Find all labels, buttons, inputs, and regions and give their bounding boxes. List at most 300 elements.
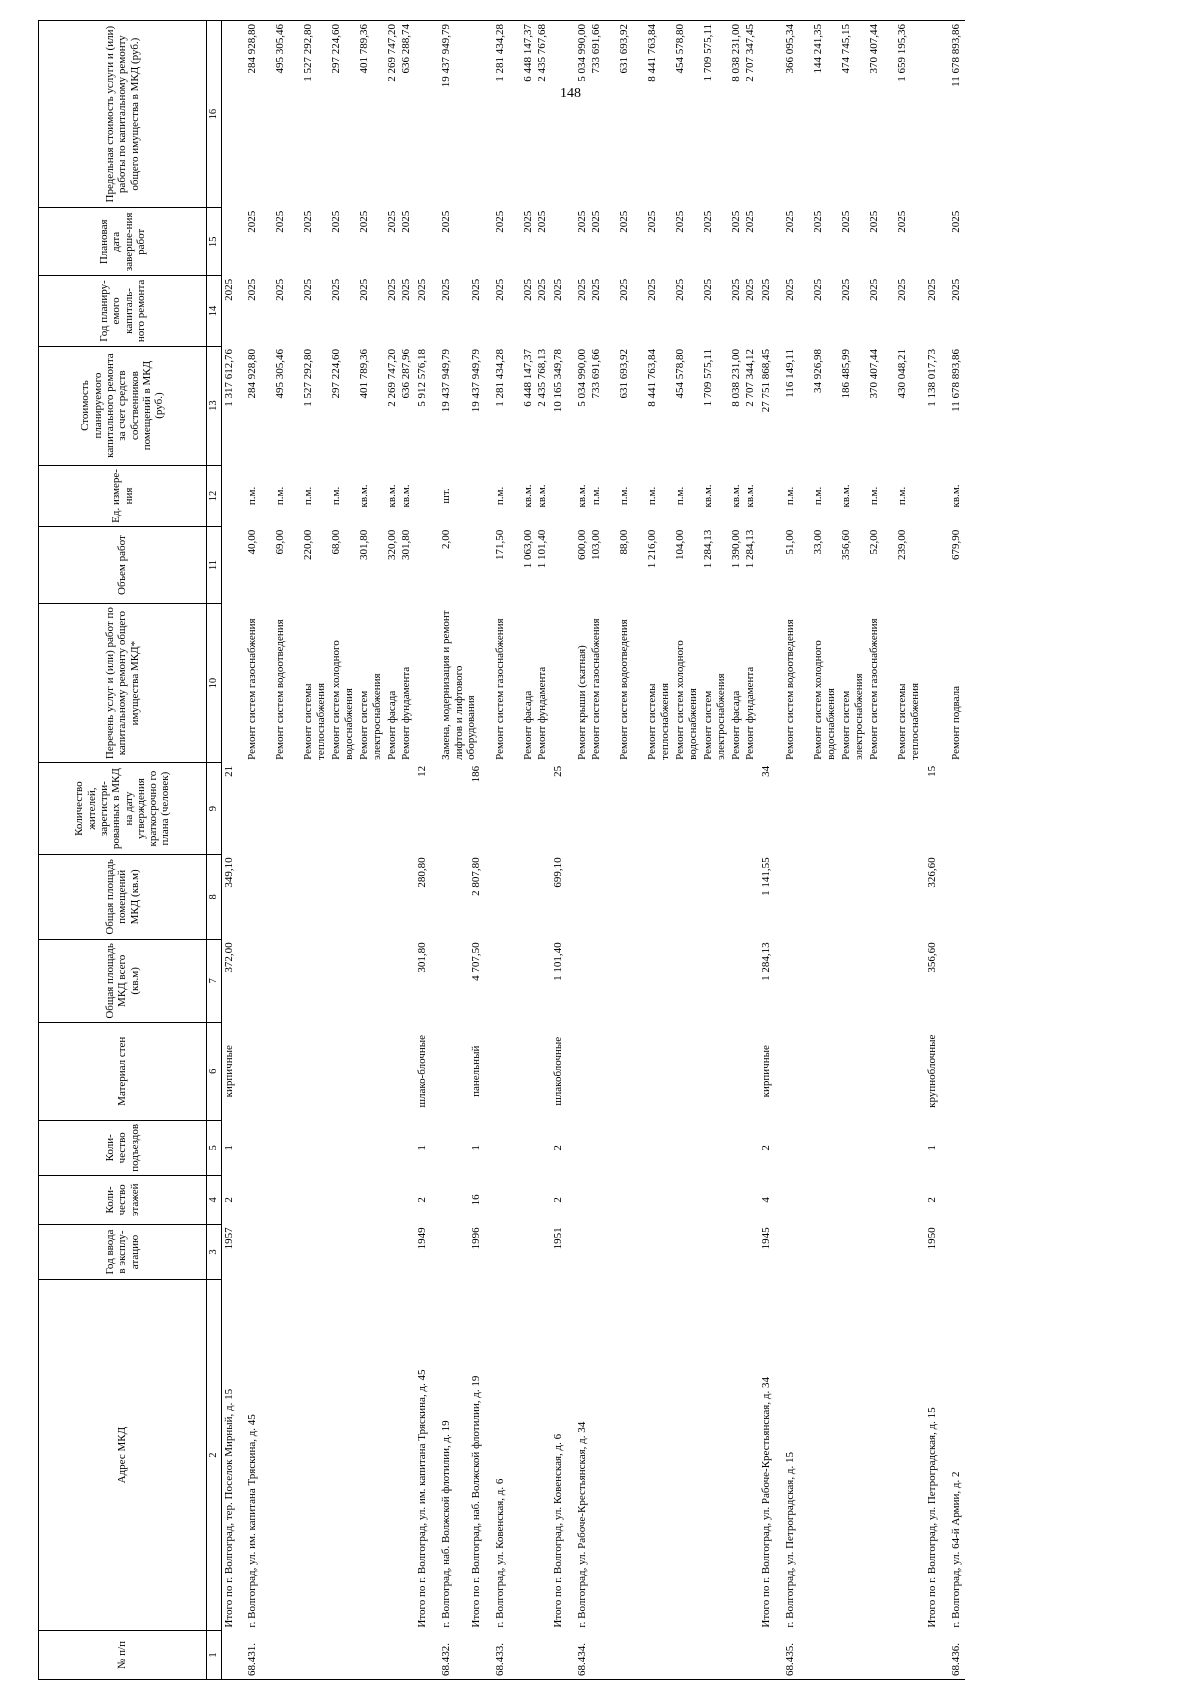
unit-cell: [551, 465, 575, 527]
work-limit-cost: 401 789,36: [358, 24, 371, 74]
repair-year: 2025: [416, 278, 429, 301]
empty-cell: [575, 1022, 759, 1120]
page-number: 148: [560, 86, 581, 101]
house-row: [439, 21, 469, 1680]
work-name-list: [783, 603, 925, 763]
work-completion-list: [245, 208, 415, 276]
works-cell: [759, 603, 783, 763]
commission-year: 1950: [926, 1227, 939, 1250]
house-address: г. Волгоград, ул. Петроградская, д. 15: [784, 1452, 797, 1628]
empty-cell: [245, 763, 415, 854]
work-completion: 2025: [950, 210, 963, 233]
work-year: 2025: [950, 278, 963, 301]
premises-area: 699,10: [552, 857, 565, 888]
work-volume: 301,80: [358, 529, 371, 561]
total-address: Итого по г. Волгоград, тер. Поселок Мирный, д. 15: [221, 1280, 245, 1631]
work-limit-cost-list: [575, 21, 759, 208]
header-residents: Количество жителей, зарегистри-рованных в МКД на дату утверждения краткосрочно го плана (человек): [39, 763, 207, 854]
work-cost: 8 038 231,00: [730, 349, 743, 407]
column-number: 5: [207, 1120, 222, 1175]
work-unit: п.м.: [246, 486, 259, 506]
work-completion: 2025: [674, 210, 687, 233]
work-name: Ремонт систем водоотведения: [274, 619, 287, 760]
work-limit-cost: 1 281 434,28: [494, 24, 507, 82]
work-name: Ремонт фундамента: [744, 666, 757, 760]
work-name: Ремонт систем холодного водоснабжения: [812, 640, 837, 760]
work-year: 2025: [274, 278, 287, 301]
empty-cell: [439, 1022, 469, 1120]
empty-cell: [783, 1175, 925, 1224]
house-address: г. Волгоград, ул. Рабоче-Крестьянская, д. 34: [576, 1421, 589, 1628]
empty-cell: [575, 1175, 759, 1224]
work-cost: 11 678 893,86: [950, 349, 963, 412]
house-address: г. Волгоград, ул. Ковенская, д. 6: [494, 1478, 507, 1628]
works-cell: [415, 603, 439, 763]
work-cost-list: [493, 346, 551, 465]
work-limit-cost: 636 288,74: [400, 24, 413, 74]
empty-cell: [949, 1224, 965, 1279]
work-limit-cost: 6 448 147,37: [522, 24, 535, 82]
work-limit-cost: 144 241,35: [812, 24, 825, 74]
column-number: 8: [207, 854, 222, 939]
floors-count: 16: [470, 1194, 483, 1206]
empty-cell: [949, 1175, 965, 1224]
work-limit-cost: 495 305,46: [274, 24, 287, 74]
work-completion: 2025: [522, 210, 535, 233]
work-volume: 52,00: [868, 529, 881, 555]
work-year: 2025: [400, 278, 413, 301]
empty-cell: [575, 763, 759, 854]
work-limit-cost: 474 745,15: [840, 24, 853, 74]
empty-cell: [493, 1022, 551, 1120]
empty-cell: [245, 939, 415, 1022]
work-unit: кв.м.: [576, 484, 589, 508]
work-year: 2025: [302, 278, 315, 301]
header-no: № п/п: [39, 1631, 207, 1680]
total-cost: 10 165 349,78: [552, 349, 565, 413]
residents-count: 25: [552, 765, 565, 777]
entrances-count: 1: [470, 1145, 483, 1151]
empty-cell: [783, 1224, 925, 1279]
work-limit-cost-list: [493, 21, 551, 208]
completion-cell: [415, 208, 439, 276]
work-unit-list: [493, 465, 551, 527]
work-completion: 2025: [440, 210, 453, 233]
house-row: [783, 21, 925, 1680]
work-name: Ремонт систем электроснабжения: [840, 673, 865, 760]
work-cost: 636 287,96: [400, 349, 413, 399]
work-volume: 33,00: [812, 529, 825, 555]
wall-material: шлако-блочные: [416, 1034, 429, 1108]
total-area: 1 284,13: [760, 942, 773, 981]
work-volume-list: [493, 527, 551, 604]
column-number: 2: [207, 1280, 222, 1631]
column-number: 9: [207, 763, 222, 854]
work-year: 2025: [386, 278, 399, 301]
work-completion: 2025: [274, 210, 287, 233]
work-year: 2025: [896, 278, 909, 301]
column-numbers-row: [207, 21, 222, 1680]
premises-area: 2 807,80: [470, 857, 483, 896]
work-limit-cost: 8 038 231,00: [730, 24, 743, 82]
column-number: 12: [207, 465, 222, 527]
commission-year: 1949: [416, 1227, 429, 1250]
work-limit-cost: 370 407,44: [868, 24, 881, 74]
column-number: 15: [207, 208, 222, 276]
work-year-list: [245, 276, 415, 346]
header-volume: Объем работ: [39, 527, 207, 604]
work-name: Ремонт фундамента: [536, 666, 549, 760]
volume-cell: [221, 527, 245, 604]
empty-cell: [783, 854, 925, 939]
wall-material: крупноблочные: [926, 1034, 939, 1108]
work-completion: 2025: [784, 210, 797, 233]
work-completion: 2025: [246, 210, 259, 233]
empty-cell: [949, 763, 965, 854]
house-row: [493, 21, 551, 1680]
work-completion: 2025: [896, 210, 909, 233]
limit-cell: [469, 21, 493, 208]
work-volume: 171,50: [494, 529, 507, 561]
work-unit-list: [783, 465, 925, 527]
work-limit-cost: 1 709 575,11: [702, 24, 715, 82]
work-unit: п.м.: [494, 486, 507, 506]
work-year: 2025: [536, 278, 549, 301]
work-year: 2025: [522, 278, 535, 301]
work-name: Ремонт систем водоотведения: [618, 619, 631, 760]
work-unit: п.м.: [784, 486, 797, 506]
work-completion: 2025: [730, 210, 743, 233]
work-limit-cost-list: [245, 21, 415, 208]
work-cost: 116 149,11: [784, 349, 797, 398]
work-name-list: [439, 603, 477, 763]
work-year: 2025: [618, 278, 631, 301]
work-cost: 733 691,66: [590, 349, 603, 399]
work-unit-list: [439, 465, 469, 527]
work-name: Ремонт системы теплоснабжения: [646, 682, 671, 760]
work-year: 2025: [494, 278, 507, 301]
work-completion: 2025: [386, 210, 399, 233]
work-volume: 1 216,00: [646, 529, 659, 569]
empty-cell: [439, 1175, 469, 1224]
header-wall-material: Материал стен: [39, 1022, 207, 1120]
capital-repair-table: [38, 20, 965, 1680]
floors-count: 2: [416, 1197, 429, 1203]
house-row: [949, 21, 965, 1680]
floors-count: 2: [221, 1175, 245, 1224]
work-unit: кв.м.: [386, 484, 399, 508]
work-cost: 2 707 344,12: [744, 349, 757, 407]
total-row: [925, 21, 949, 1680]
work-completion-list: [783, 208, 925, 276]
column-number: 1: [207, 1631, 222, 1680]
work-cost: 1 527 292,80: [302, 349, 315, 407]
work-limit-cost-list: [439, 21, 469, 208]
work-cost: 6 448 147,37: [522, 349, 535, 407]
work-volume: 1 284,13: [744, 529, 757, 569]
repair-year: 2025: [760, 278, 773, 301]
empty-cell: [783, 1120, 925, 1175]
work-unit: кв.м.: [522, 484, 535, 508]
empty-cell: [439, 1224, 469, 1279]
residents-count: 15: [926, 765, 939, 777]
work-name: Ремонт фундамента: [400, 666, 413, 760]
work-limit-cost: 297 224,60: [330, 24, 343, 74]
column-number: 6: [207, 1022, 222, 1120]
total-address: Итого по г. Волгоград, ул. Петроградская, д. 15: [926, 1407, 939, 1628]
row-number-cell: [415, 1631, 439, 1680]
work-limit-cost: 19 437 949,79: [440, 24, 453, 88]
work-limit-cost: 284 928,80: [246, 24, 259, 74]
empty-cell: [783, 763, 925, 854]
work-volume: 356,60: [840, 529, 853, 561]
work-cost: 8 441 763,84: [646, 349, 659, 407]
work-volume: 68,00: [330, 529, 343, 555]
column-number: 3: [207, 1224, 222, 1279]
work-cost: 1 709 575,11: [702, 349, 715, 407]
header-entrances: Коли-чество подъездов: [39, 1120, 207, 1175]
column-number: 13: [207, 346, 222, 465]
header-premises-area: Общая площадь помещений МКД (кв.м): [39, 854, 207, 939]
work-cost-list: [245, 346, 415, 465]
work-year: 2025: [358, 278, 371, 301]
work-year: 2025: [868, 278, 881, 301]
work-limit-cost-list: [949, 21, 965, 208]
column-number: 11: [207, 527, 222, 604]
work-name-list: [493, 603, 551, 763]
work-cost: 2 269 747,20: [386, 349, 399, 407]
repair-year: 2025: [470, 278, 483, 301]
header-works: Перечень услуг и (или) работ по капитальному ремонту общего имущества МКД*: [39, 603, 207, 763]
work-cost: 284 928,80: [246, 349, 259, 399]
header-limit-cost: Предельная стоимость услуги и (или) работы по капитальному ремонту общего имущества в МКД (руб.): [39, 21, 207, 208]
repair-year: 2025: [221, 276, 245, 346]
row-number: 68.436.: [949, 1631, 965, 1680]
work-volume: 1 284,13: [702, 529, 715, 569]
row-number-cell: [551, 1631, 575, 1680]
floors-count: 4: [760, 1197, 773, 1203]
works-cell: [551, 603, 575, 763]
unit-cell: [925, 465, 949, 527]
header-repair-year: Год планиру-емого капиталь-ного ремонта: [39, 276, 207, 346]
residents-count: 34: [760, 765, 773, 777]
unit-cell: [221, 465, 245, 527]
work-limit-cost: 8 441 763,84: [646, 24, 659, 82]
total-area: 356,60: [926, 942, 939, 973]
work-completion: 2025: [330, 210, 343, 233]
entrances-count: 2: [552, 1145, 565, 1151]
wall-material: панельный: [470, 1045, 483, 1097]
work-year: 2025: [812, 278, 825, 301]
work-year: 2025: [590, 278, 603, 301]
total-address: Итого по г. Волгоград, наб. Волжской флотилии, д. 19: [470, 1375, 483, 1628]
work-completion: 2025: [590, 210, 603, 233]
unit-cell: [469, 465, 493, 527]
work-cost-list: [949, 346, 965, 465]
premises-area: 1 141,55: [760, 857, 773, 896]
work-volume-list: [949, 527, 965, 604]
total-area: 301,80: [416, 942, 429, 973]
work-volume: 1 063,00: [522, 529, 535, 569]
work-year-list: [783, 276, 925, 346]
work-name: Ремонт систем газоснабжения: [868, 618, 881, 760]
work-name: Ремонт систем газоснабжения: [590, 618, 603, 760]
empty-cell: [439, 854, 469, 939]
work-year: 2025: [646, 278, 659, 301]
work-year: 2025: [330, 278, 343, 301]
volume-cell: [469, 527, 493, 604]
work-cost: 34 926,98: [812, 349, 825, 394]
work-year: 2025: [246, 278, 259, 301]
empty-cell: [493, 854, 551, 939]
premises-area: 280,80: [416, 857, 429, 888]
work-year: 2025: [576, 278, 589, 301]
premises-area: 326,60: [926, 857, 939, 888]
works-cell: [221, 603, 245, 763]
floors-count: 2: [926, 1197, 939, 1203]
total-row: [551, 21, 575, 1680]
volume-cell: [925, 527, 949, 604]
total-cost: 1 317 612,76: [221, 346, 245, 465]
header-completion-date: Плановая дата заверше-ния работ: [39, 208, 207, 276]
entrances-count: 1: [926, 1145, 939, 1151]
row-number-cell: [925, 1631, 949, 1680]
row-number-cell: [759, 1631, 783, 1680]
work-unit: кв.м.: [536, 484, 549, 508]
work-completion: 2025: [646, 210, 659, 233]
work-unit: п.м.: [868, 486, 881, 506]
work-unit-list: [949, 465, 965, 527]
work-cost: 631 693,92: [618, 349, 631, 399]
work-cost: 454 578,80: [674, 349, 687, 399]
work-cost-list: [783, 346, 925, 465]
empty-cell: [949, 939, 965, 1022]
work-volume: 301,80: [400, 529, 413, 561]
empty-cell: [439, 1120, 469, 1175]
empty-cell: [245, 1022, 415, 1120]
work-name-list: [949, 603, 965, 763]
work-completion-list: [439, 208, 469, 276]
premises-area: 349,10: [221, 854, 245, 939]
empty-cell: [245, 854, 415, 939]
rotated-page: [38, 20, 1148, 1680]
work-unit: п.м.: [896, 486, 909, 506]
total-row: [415, 21, 439, 1680]
work-completion: 2025: [618, 210, 631, 233]
work-volume: 40,00: [246, 529, 259, 555]
wall-material: кирпичные: [221, 1022, 245, 1120]
work-limit-cost: 5 034 990,00: [576, 24, 589, 82]
work-completion: 2025: [358, 210, 371, 233]
work-completion: 2025: [840, 210, 853, 233]
column-number: 10: [207, 603, 222, 763]
total-row: [469, 21, 493, 1680]
work-limit-cost: 2 707 347,45: [744, 24, 757, 82]
completion-cell: [759, 208, 783, 276]
work-volume: 69,00: [274, 529, 287, 555]
empty-cell: [575, 939, 759, 1022]
work-year: 2025: [440, 278, 453, 301]
column-number: 16: [207, 21, 222, 208]
work-name: Ремонт крыши (скатная): [576, 645, 589, 760]
work-unit: п.м.: [812, 486, 825, 506]
empty-cell: [493, 1120, 551, 1175]
work-name: Ремонт систем газоснабжения: [494, 618, 507, 760]
work-limit-cost: 1 527 292,80: [302, 24, 315, 82]
house-address: г. Волгоград, ул. 64-й Армии, д. 2: [950, 1471, 963, 1628]
commission-year: 1957: [221, 1224, 245, 1279]
work-name: Ремонт систем холодного водоснабжения: [330, 640, 355, 760]
work-name: Ремонт подвала: [950, 686, 963, 760]
unit-cell: [759, 465, 783, 527]
total-area: 1 101,40: [552, 942, 565, 981]
work-volume: 679,90: [950, 529, 963, 561]
work-name: Ремонт систем холодного водоснабжения: [674, 640, 699, 760]
wall-material: шлакоблочные: [552, 1036, 565, 1106]
work-cost: 370 407,44: [868, 349, 881, 399]
work-completion: 2025: [868, 210, 881, 233]
total-address: Итого по г. Волгоград, ул. им. капитана Тряскина, д. 45: [416, 1369, 429, 1628]
total-area: 4 707,50: [470, 942, 483, 981]
table-body: [221, 21, 965, 1680]
empty-cell: [245, 1120, 415, 1175]
work-volume: 220,00: [302, 529, 315, 561]
work-name: Ремонт систем электроснабжения: [358, 673, 383, 760]
work-unit: п.м.: [302, 486, 315, 506]
commission-year: 1951: [552, 1227, 565, 1250]
row-number: 68.434.: [575, 1631, 759, 1680]
unit-cell: [415, 465, 439, 527]
work-unit: п.м.: [674, 486, 687, 506]
residents-count: 12: [416, 765, 429, 777]
work-unit: п.м.: [618, 486, 631, 506]
work-volume: 1 390,00: [730, 529, 743, 569]
work-completion: 2025: [400, 210, 413, 233]
empty-cell: [439, 939, 469, 1022]
floors-count: 2: [552, 1197, 565, 1203]
total-cost: 19 437 949,79: [470, 349, 483, 413]
work-completion-list: [949, 208, 965, 276]
empty-cell: [439, 763, 469, 854]
header-address: Адрес МКД: [39, 1280, 207, 1631]
work-unit: кв.м.: [400, 484, 413, 508]
empty-cell: [493, 763, 551, 854]
work-limit-cost: 2 435 767,68: [536, 24, 549, 82]
work-year: 2025: [784, 278, 797, 301]
row-number: 68.435.: [783, 1631, 925, 1680]
completion-cell: [469, 208, 493, 276]
work-volume: 2,00: [440, 529, 453, 550]
total-area: 372,00: [221, 939, 245, 1022]
work-volume-list: [245, 527, 415, 604]
work-completion: 2025: [302, 210, 315, 233]
volume-cell: [551, 527, 575, 604]
work-unit: шт.: [440, 488, 453, 504]
work-name: Ремонт систем водоотведения: [784, 619, 797, 760]
work-name: Ремонт фасада: [522, 690, 535, 760]
work-volume-list: [575, 527, 759, 604]
row-number: 68.432.: [439, 1631, 469, 1680]
work-unit: кв.м.: [358, 484, 371, 508]
works-cell: [925, 603, 949, 763]
work-cost: 495 305,46: [274, 349, 287, 399]
empty-cell: [575, 1224, 759, 1279]
work-year: 2025: [730, 278, 743, 301]
work-limit-cost: 631 693,92: [618, 24, 631, 74]
work-year-list: [439, 276, 469, 346]
work-completion: 2025: [812, 210, 825, 233]
work-year-list: [949, 276, 965, 346]
